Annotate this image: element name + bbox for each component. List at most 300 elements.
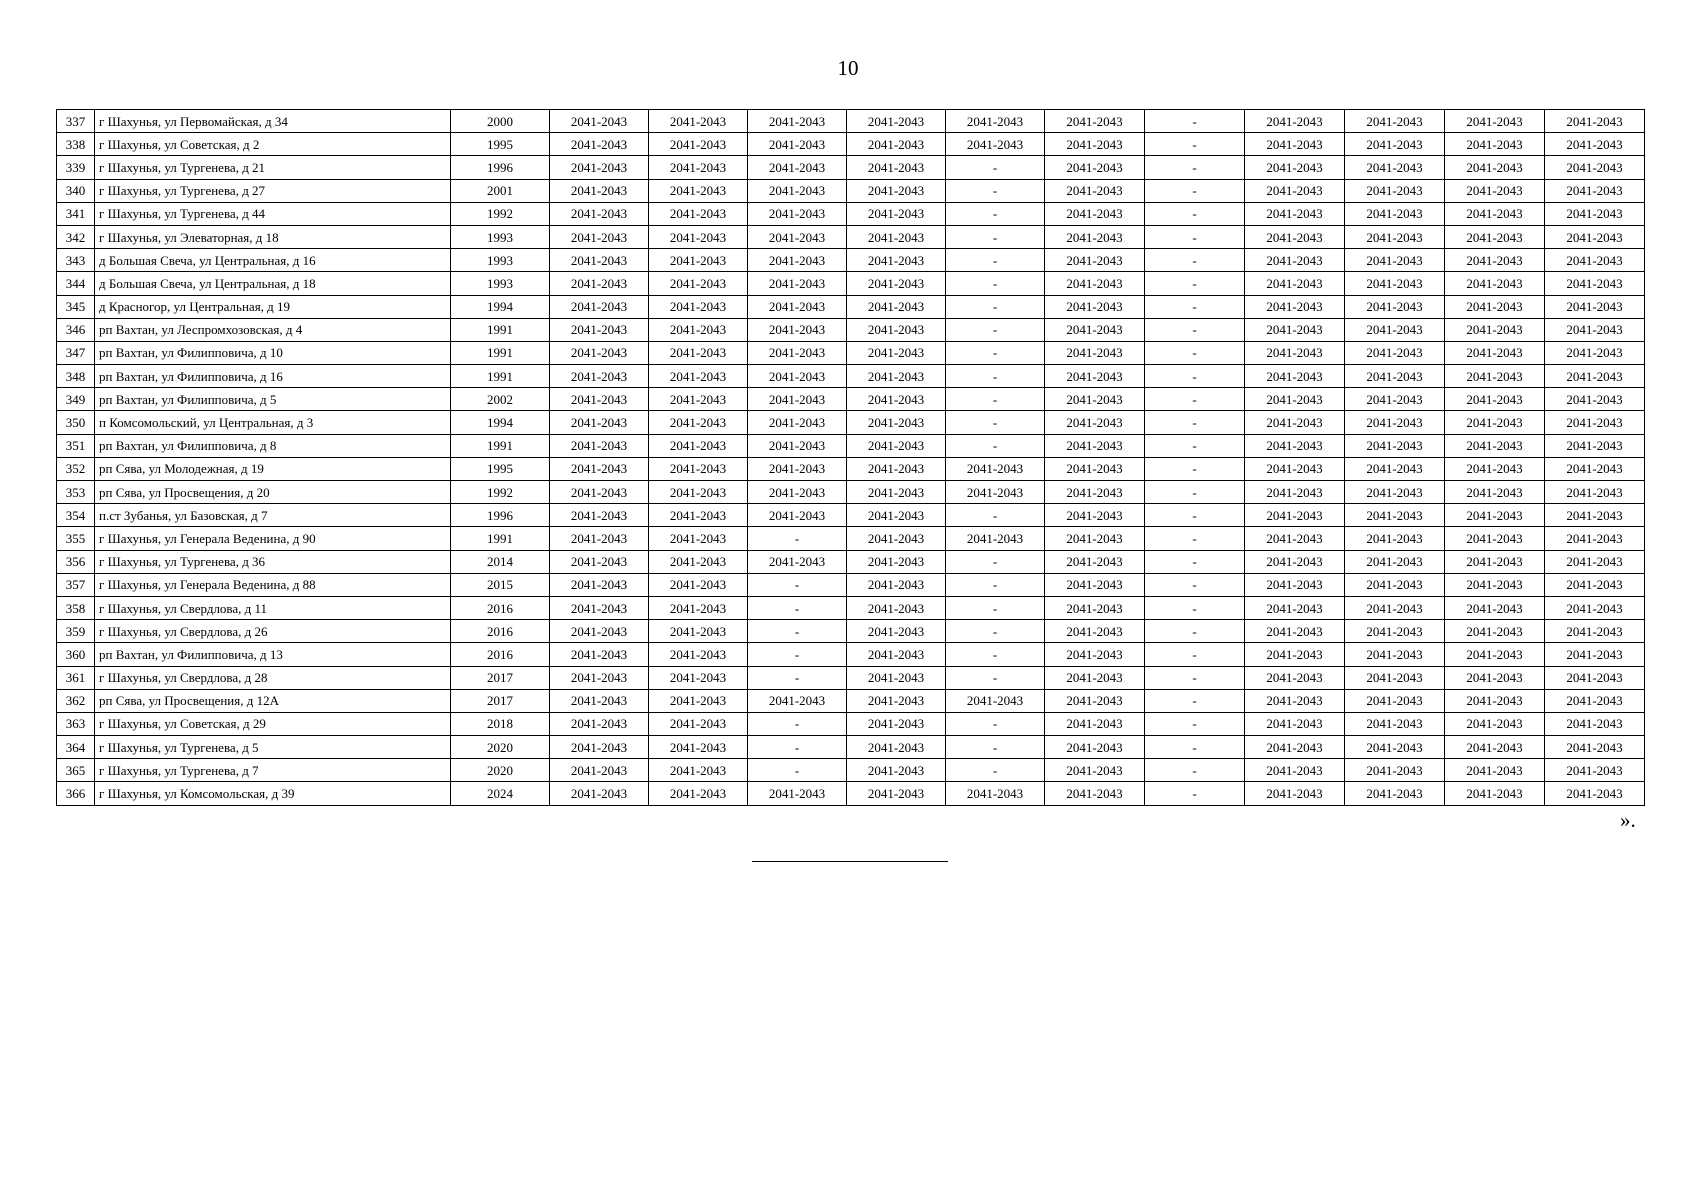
- period-cell: 2041-2043: [1245, 411, 1345, 434]
- period-cell: 2041-2043: [1545, 689, 1645, 712]
- year-cell: 1991: [451, 341, 550, 364]
- year-cell: 1996: [451, 504, 550, 527]
- period-cell: 2041-2043: [1345, 110, 1445, 133]
- address-cell: г Шахунья, ул Первомайская, д 34: [95, 110, 451, 133]
- period-cell: 2041-2043: [748, 504, 847, 527]
- period-cell: 2041-2043: [1345, 365, 1445, 388]
- period-cell: 2041-2043: [1345, 504, 1445, 527]
- table-row: [57, 179, 1645, 202]
- period-cell: 2041-2043: [1545, 620, 1645, 643]
- period-cell: 2041-2043: [550, 573, 649, 596]
- address-cell: д Большая Свеча, ул Центральная, д 16: [95, 249, 451, 272]
- period-cell: 2041-2043: [1445, 295, 1545, 318]
- period-cell: -: [946, 365, 1045, 388]
- row-number-cell: 338: [57, 133, 95, 156]
- year-cell: 1992: [451, 481, 550, 504]
- period-cell: 2041-2043: [1345, 457, 1445, 480]
- period-cell: 2041-2043: [1545, 573, 1645, 596]
- period-cell: -: [946, 620, 1045, 643]
- period-cell: 2041-2043: [1345, 689, 1445, 712]
- period-cell: 2041-2043: [1245, 225, 1345, 248]
- period-cell: 2041-2043: [550, 620, 649, 643]
- period-cell: -: [1145, 225, 1245, 248]
- row-number-cell: 351: [57, 434, 95, 457]
- period-cell: 2041-2043: [847, 110, 946, 133]
- period-cell: 2041-2043: [1345, 318, 1445, 341]
- table-row: [57, 202, 1645, 225]
- year-cell: 2020: [451, 759, 550, 782]
- period-cell: -: [748, 712, 847, 735]
- period-cell: 2041-2043: [1245, 736, 1345, 759]
- period-cell: 2041-2043: [1245, 457, 1345, 480]
- period-cell: 2041-2043: [847, 365, 946, 388]
- period-cell: 2041-2043: [847, 550, 946, 573]
- period-cell: 2041-2043: [1545, 759, 1645, 782]
- period-cell: 2041-2043: [550, 643, 649, 666]
- year-cell: 1991: [451, 527, 550, 550]
- period-cell: -: [946, 341, 1045, 364]
- period-cell: 2041-2043: [1545, 782, 1645, 805]
- period-cell: 2041-2043: [649, 272, 748, 295]
- period-cell: -: [946, 759, 1045, 782]
- period-cell: 2041-2043: [1045, 527, 1145, 550]
- period-cell: 2041-2043: [946, 782, 1045, 805]
- address-cell: г Шахунья, ул Советская, д 2: [95, 133, 451, 156]
- period-cell: 2041-2043: [1545, 318, 1645, 341]
- period-cell: 2041-2043: [1445, 156, 1545, 179]
- period-cell: 2041-2043: [649, 388, 748, 411]
- table-row: [57, 596, 1645, 619]
- period-cell: -: [946, 666, 1045, 689]
- period-cell: 2041-2043: [649, 782, 748, 805]
- period-cell: 2041-2043: [1045, 295, 1145, 318]
- period-cell: -: [748, 527, 847, 550]
- table-row: [57, 457, 1645, 480]
- period-cell: 2041-2043: [847, 272, 946, 295]
- period-cell: -: [946, 318, 1045, 341]
- period-cell: -: [748, 666, 847, 689]
- period-cell: 2041-2043: [550, 388, 649, 411]
- period-cell: 2041-2043: [1245, 481, 1345, 504]
- period-cell: -: [748, 596, 847, 619]
- period-cell: -: [748, 620, 847, 643]
- period-cell: 2041-2043: [550, 318, 649, 341]
- period-cell: 2041-2043: [748, 388, 847, 411]
- period-cell: -: [1145, 365, 1245, 388]
- period-cell: 2041-2043: [1245, 388, 1345, 411]
- period-cell: 2041-2043: [649, 365, 748, 388]
- period-cell: 2041-2043: [649, 156, 748, 179]
- year-cell: 2017: [451, 689, 550, 712]
- period-cell: -: [1145, 434, 1245, 457]
- period-cell: 2041-2043: [1245, 434, 1345, 457]
- period-cell: 2041-2043: [1345, 782, 1445, 805]
- period-cell: -: [946, 249, 1045, 272]
- period-cell: 2041-2043: [748, 202, 847, 225]
- address-cell: г Шахунья, ул Генерала Веденина, д 90: [95, 527, 451, 550]
- year-cell: 2002: [451, 388, 550, 411]
- period-cell: 2041-2043: [550, 202, 649, 225]
- period-cell: 2041-2043: [1445, 388, 1545, 411]
- period-cell: -: [1145, 736, 1245, 759]
- table-row: [57, 573, 1645, 596]
- period-cell: 2041-2043: [1345, 573, 1445, 596]
- period-cell: 2041-2043: [847, 782, 946, 805]
- period-cell: 2041-2043: [1045, 736, 1145, 759]
- period-cell: 2041-2043: [550, 249, 649, 272]
- period-cell: 2041-2043: [550, 782, 649, 805]
- year-cell: 1991: [451, 365, 550, 388]
- period-cell: 2041-2043: [1045, 272, 1145, 295]
- period-cell: 2041-2043: [847, 225, 946, 248]
- table-row: [57, 481, 1645, 504]
- year-cell: 1993: [451, 249, 550, 272]
- period-cell: 2041-2043: [1545, 434, 1645, 457]
- period-cell: -: [1145, 388, 1245, 411]
- row-number-cell: 355: [57, 527, 95, 550]
- period-cell: 2041-2043: [1045, 156, 1145, 179]
- period-cell: 2041-2043: [748, 689, 847, 712]
- table-row: [57, 782, 1645, 805]
- period-cell: 2041-2043: [550, 156, 649, 179]
- period-cell: 2041-2043: [1445, 110, 1545, 133]
- period-cell: -: [1145, 110, 1245, 133]
- period-cell: 2041-2043: [847, 156, 946, 179]
- address-cell: г Шахунья, ул Тургенева, д 44: [95, 202, 451, 225]
- period-cell: 2041-2043: [847, 504, 946, 527]
- period-cell: 2041-2043: [1445, 202, 1545, 225]
- period-cell: 2041-2043: [649, 736, 748, 759]
- period-cell: 2041-2043: [649, 434, 748, 457]
- year-cell: 1994: [451, 411, 550, 434]
- address-cell: рп Вахтан, ул Филипповича, д 10: [95, 341, 451, 364]
- row-number-cell: 356: [57, 550, 95, 573]
- period-cell: 2041-2043: [946, 133, 1045, 156]
- period-cell: -: [1145, 457, 1245, 480]
- period-cell: -: [748, 573, 847, 596]
- period-cell: -: [1145, 712, 1245, 735]
- period-cell: 2041-2043: [847, 643, 946, 666]
- period-cell: -: [1145, 202, 1245, 225]
- period-cell: 2041-2043: [649, 318, 748, 341]
- row-number-cell: 343: [57, 249, 95, 272]
- period-cell: 2041-2043: [1245, 620, 1345, 643]
- row-number-cell: 364: [57, 736, 95, 759]
- period-cell: 2041-2043: [847, 202, 946, 225]
- address-cell: г Шахунья, ул Комсомольская, д 39: [95, 782, 451, 805]
- period-cell: -: [946, 272, 1045, 295]
- table-body: [57, 110, 1645, 806]
- year-cell: 2015: [451, 573, 550, 596]
- period-cell: 2041-2043: [1345, 388, 1445, 411]
- period-cell: 2041-2043: [1445, 249, 1545, 272]
- year-cell: 2016: [451, 620, 550, 643]
- period-cell: 2041-2043: [1045, 596, 1145, 619]
- period-cell: 2041-2043: [1345, 411, 1445, 434]
- period-cell: 2041-2043: [649, 341, 748, 364]
- period-cell: -: [748, 643, 847, 666]
- period-cell: 2041-2043: [1445, 689, 1545, 712]
- year-cell: 1994: [451, 295, 550, 318]
- period-cell: -: [1145, 411, 1245, 434]
- period-cell: 2041-2043: [1445, 481, 1545, 504]
- period-cell: 2041-2043: [1045, 179, 1145, 202]
- year-cell: 2017: [451, 666, 550, 689]
- period-cell: 2041-2043: [1345, 295, 1445, 318]
- period-cell: -: [946, 550, 1045, 573]
- period-cell: 2041-2043: [1045, 202, 1145, 225]
- period-cell: 2041-2043: [1045, 133, 1145, 156]
- period-cell: 2041-2043: [1445, 527, 1545, 550]
- address-cell: рп Вахтан, ул Филипповича, д 13: [95, 643, 451, 666]
- period-cell: -: [1145, 295, 1245, 318]
- period-cell: 2041-2043: [550, 689, 649, 712]
- row-number-cell: 350: [57, 411, 95, 434]
- period-cell: 2041-2043: [550, 736, 649, 759]
- period-cell: 2041-2043: [1545, 481, 1645, 504]
- period-cell: 2041-2043: [1545, 596, 1645, 619]
- period-cell: 2041-2043: [649, 643, 748, 666]
- period-cell: 2041-2043: [1045, 434, 1145, 457]
- period-cell: 2041-2043: [550, 759, 649, 782]
- period-cell: 2041-2043: [1345, 341, 1445, 364]
- period-cell: 2041-2043: [1245, 365, 1345, 388]
- period-cell: 2041-2043: [946, 689, 1045, 712]
- period-cell: 2041-2043: [1045, 388, 1145, 411]
- period-cell: 2041-2043: [1445, 666, 1545, 689]
- period-cell: 2041-2043: [1445, 643, 1545, 666]
- row-number-cell: 341: [57, 202, 95, 225]
- table-row: [57, 620, 1645, 643]
- period-cell: 2041-2043: [1445, 318, 1545, 341]
- period-cell: 2041-2043: [649, 481, 748, 504]
- period-cell: -: [946, 295, 1045, 318]
- year-cell: 1996: [451, 156, 550, 179]
- year-cell: 2024: [451, 782, 550, 805]
- period-cell: 2041-2043: [748, 225, 847, 248]
- period-cell: 2041-2043: [1245, 202, 1345, 225]
- address-cell: рп Сява, ул Просвещения, д 20: [95, 481, 451, 504]
- period-cell: 2041-2043: [1045, 457, 1145, 480]
- period-cell: 2041-2043: [847, 318, 946, 341]
- period-cell: -: [1145, 759, 1245, 782]
- table-row: [57, 341, 1645, 364]
- period-cell: 2041-2043: [1445, 434, 1545, 457]
- year-cell: 2020: [451, 736, 550, 759]
- address-cell: д Красногор, ул Центральная, д 19: [95, 295, 451, 318]
- period-cell: 2041-2043: [1445, 341, 1545, 364]
- table-row: [57, 411, 1645, 434]
- period-cell: 2041-2043: [550, 179, 649, 202]
- period-cell: 2041-2043: [748, 249, 847, 272]
- closing-quote-mark: ».: [1620, 808, 1636, 832]
- period-cell: 2041-2043: [550, 341, 649, 364]
- address-cell: г Шахунья, ул Тургенева, д 36: [95, 550, 451, 573]
- period-cell: 2041-2043: [550, 712, 649, 735]
- period-cell: 2041-2043: [1245, 249, 1345, 272]
- period-cell: 2041-2043: [1545, 411, 1645, 434]
- period-cell: 2041-2043: [847, 457, 946, 480]
- end-separator-line: [752, 861, 948, 862]
- period-cell: 2041-2043: [550, 550, 649, 573]
- period-cell: 2041-2043: [649, 666, 748, 689]
- period-cell: 2041-2043: [1445, 712, 1545, 735]
- year-cell: 2016: [451, 643, 550, 666]
- period-cell: 2041-2043: [1045, 689, 1145, 712]
- period-cell: 2041-2043: [550, 225, 649, 248]
- table-row: [57, 249, 1645, 272]
- period-cell: 2041-2043: [649, 225, 748, 248]
- period-cell: -: [1145, 550, 1245, 573]
- table-row: [57, 388, 1645, 411]
- period-cell: 2041-2043: [748, 434, 847, 457]
- table-row: [57, 643, 1645, 666]
- period-cell: 2041-2043: [1545, 550, 1645, 573]
- period-cell: -: [946, 156, 1045, 179]
- period-cell: 2041-2043: [1445, 457, 1545, 480]
- address-cell: г Шахунья, ул Свердлова, д 11: [95, 596, 451, 619]
- period-cell: 2041-2043: [1545, 179, 1645, 202]
- period-cell: 2041-2043: [1445, 550, 1545, 573]
- period-cell: 2041-2043: [748, 133, 847, 156]
- table-row: [57, 504, 1645, 527]
- period-cell: 2041-2043: [1345, 481, 1445, 504]
- period-cell: 2041-2043: [1345, 156, 1445, 179]
- period-cell: 2041-2043: [649, 249, 748, 272]
- period-cell: -: [946, 712, 1045, 735]
- period-cell: 2041-2043: [1045, 782, 1145, 805]
- period-cell: 2041-2043: [1445, 411, 1545, 434]
- period-cell: 2041-2043: [1245, 318, 1345, 341]
- period-cell: 2041-2043: [847, 527, 946, 550]
- period-cell: 2041-2043: [946, 527, 1045, 550]
- period-cell: 2041-2043: [847, 388, 946, 411]
- period-cell: 2041-2043: [1245, 666, 1345, 689]
- table-row: [57, 712, 1645, 735]
- period-cell: 2041-2043: [550, 481, 649, 504]
- period-cell: -: [1145, 481, 1245, 504]
- year-cell: 1993: [451, 225, 550, 248]
- period-cell: 2041-2043: [1045, 225, 1145, 248]
- period-cell: -: [1145, 318, 1245, 341]
- table-row: [57, 666, 1645, 689]
- period-cell: 2041-2043: [1545, 110, 1645, 133]
- period-cell: 2041-2043: [1445, 133, 1545, 156]
- period-cell: 2041-2043: [1045, 318, 1145, 341]
- address-cell: г Шахунья, ул Элеваторная, д 18: [95, 225, 451, 248]
- period-cell: -: [946, 504, 1045, 527]
- period-cell: 2041-2043: [1545, 736, 1645, 759]
- row-number-cell: 358: [57, 596, 95, 619]
- period-cell: 2041-2043: [748, 156, 847, 179]
- period-cell: 2041-2043: [1545, 341, 1645, 364]
- period-cell: 2041-2043: [1545, 504, 1645, 527]
- period-cell: 2041-2043: [1545, 712, 1645, 735]
- period-cell: 2041-2043: [649, 295, 748, 318]
- period-cell: 2041-2043: [550, 527, 649, 550]
- address-cell: рп Вахтан, ул Леспромхозовская, д 4: [95, 318, 451, 341]
- period-cell: 2041-2043: [1345, 249, 1445, 272]
- period-cell: 2041-2043: [847, 295, 946, 318]
- address-cell: рп Сява, ул Молодежная, д 19: [95, 457, 451, 480]
- table-row: [57, 156, 1645, 179]
- address-cell: рп Сява, ул Просвещения, д 12А: [95, 689, 451, 712]
- period-cell: -: [946, 573, 1045, 596]
- period-cell: 2041-2043: [1445, 759, 1545, 782]
- period-cell: -: [748, 759, 847, 782]
- row-number-cell: 354: [57, 504, 95, 527]
- period-cell: 2041-2043: [1445, 736, 1545, 759]
- period-cell: 2041-2043: [550, 457, 649, 480]
- period-cell: 2041-2043: [1345, 133, 1445, 156]
- period-cell: 2041-2043: [1445, 272, 1545, 295]
- period-cell: 2041-2043: [550, 110, 649, 133]
- period-cell: 2041-2043: [1345, 434, 1445, 457]
- row-number-cell: 353: [57, 481, 95, 504]
- period-cell: 2041-2043: [550, 365, 649, 388]
- address-cell: рп Вахтан, ул Филипповича, д 5: [95, 388, 451, 411]
- period-cell: 2041-2043: [1245, 179, 1345, 202]
- period-cell: 2041-2043: [1345, 527, 1445, 550]
- period-cell: -: [946, 643, 1045, 666]
- period-cell: 2041-2043: [1045, 481, 1145, 504]
- year-cell: 1992: [451, 202, 550, 225]
- period-cell: 2041-2043: [1045, 504, 1145, 527]
- period-cell: 2041-2043: [1245, 295, 1345, 318]
- period-cell: 2041-2043: [847, 736, 946, 759]
- period-cell: 2041-2043: [748, 295, 847, 318]
- period-cell: 2041-2043: [946, 481, 1045, 504]
- period-cell: 2041-2043: [649, 133, 748, 156]
- page-number: 10: [837, 56, 859, 80]
- year-cell: 1995: [451, 133, 550, 156]
- period-cell: 2041-2043: [649, 573, 748, 596]
- period-cell: 2041-2043: [550, 411, 649, 434]
- period-cell: -: [946, 225, 1045, 248]
- period-cell: 2041-2043: [748, 411, 847, 434]
- table-row: [57, 434, 1645, 457]
- table-row: [57, 736, 1645, 759]
- row-number-cell: 347: [57, 341, 95, 364]
- row-number-cell: 346: [57, 318, 95, 341]
- period-cell: 2041-2043: [748, 318, 847, 341]
- table-row: [57, 759, 1645, 782]
- period-cell: -: [1145, 504, 1245, 527]
- period-cell: 2041-2043: [1045, 365, 1145, 388]
- period-cell: 2041-2043: [1445, 620, 1545, 643]
- period-cell: 2041-2043: [946, 457, 1045, 480]
- period-cell: 2041-2043: [550, 504, 649, 527]
- period-cell: 2041-2043: [550, 272, 649, 295]
- period-cell: 2041-2043: [847, 689, 946, 712]
- period-cell: 2041-2043: [1545, 295, 1645, 318]
- period-cell: 2041-2043: [748, 550, 847, 573]
- year-cell: 2016: [451, 596, 550, 619]
- row-number-cell: 361: [57, 666, 95, 689]
- period-cell: 2041-2043: [1245, 759, 1345, 782]
- period-cell: 2041-2043: [1245, 712, 1345, 735]
- period-cell: 2041-2043: [649, 620, 748, 643]
- row-number-cell: 357: [57, 573, 95, 596]
- period-cell: -: [946, 179, 1045, 202]
- period-cell: 2041-2043: [847, 759, 946, 782]
- period-cell: 2041-2043: [649, 689, 748, 712]
- period-cell: -: [946, 388, 1045, 411]
- period-cell: 2041-2043: [1545, 666, 1645, 689]
- year-cell: 2018: [451, 712, 550, 735]
- period-cell: 2041-2043: [1345, 596, 1445, 619]
- row-number-cell: 342: [57, 225, 95, 248]
